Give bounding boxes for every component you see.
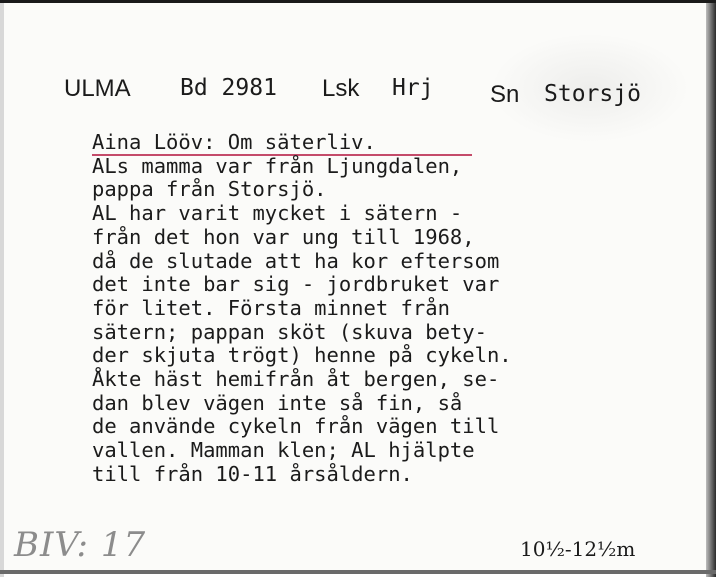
body-line: dan blev vägen inte så fin, så — [92, 390, 463, 415]
card-header — [0, 75, 700, 115]
volume-number: Bd 2981 — [180, 75, 277, 101]
tape-reference: 10½-12½m — [520, 537, 636, 561]
body-line: sätern; pappan sköt (skuva bety- — [92, 319, 487, 344]
socken-value: Storsjö — [544, 81, 641, 107]
body-line: till från 10-11 årsåldern. — [92, 461, 413, 486]
landskap-value: Hrj — [392, 75, 434, 101]
card-right-edge — [706, 3, 716, 577]
archive-code: ULMA — [64, 75, 131, 102]
body-line: från det hon var ung till 1968, — [92, 224, 475, 249]
body-line: det inte bar sig - jordbruket var — [92, 272, 500, 297]
handwritten-mark: BIV: 17 — [14, 525, 147, 565]
card-body — [92, 131, 512, 487]
body-line: der skjuta trögt) henne på cykeln. — [92, 343, 512, 368]
card-bottom-edge — [0, 570, 716, 574]
body-line: för litet. Första minnet från — [92, 295, 450, 320]
body-line: pappa från Storsjö. — [92, 177, 327, 202]
card-title: Aina Lööv: Om säterliv. — [92, 130, 376, 154]
body-line: ALs mamma var från Ljungdalen, — [92, 153, 463, 178]
landskap-label: Lsk — [322, 75, 360, 102]
body-line: de använde cykeln från vägen till — [92, 414, 500, 439]
body-line: då de slutade att ha kor eftersom — [92, 248, 500, 273]
body-line: Åkte häst hemifrån åt bergen, se- — [92, 367, 500, 392]
body-line: AL har varit mycket i sätern - — [92, 201, 463, 226]
body-line: vallen. Mamman klen; AL hjälpte — [92, 438, 475, 463]
socken-label: Sn — [490, 81, 520, 108]
